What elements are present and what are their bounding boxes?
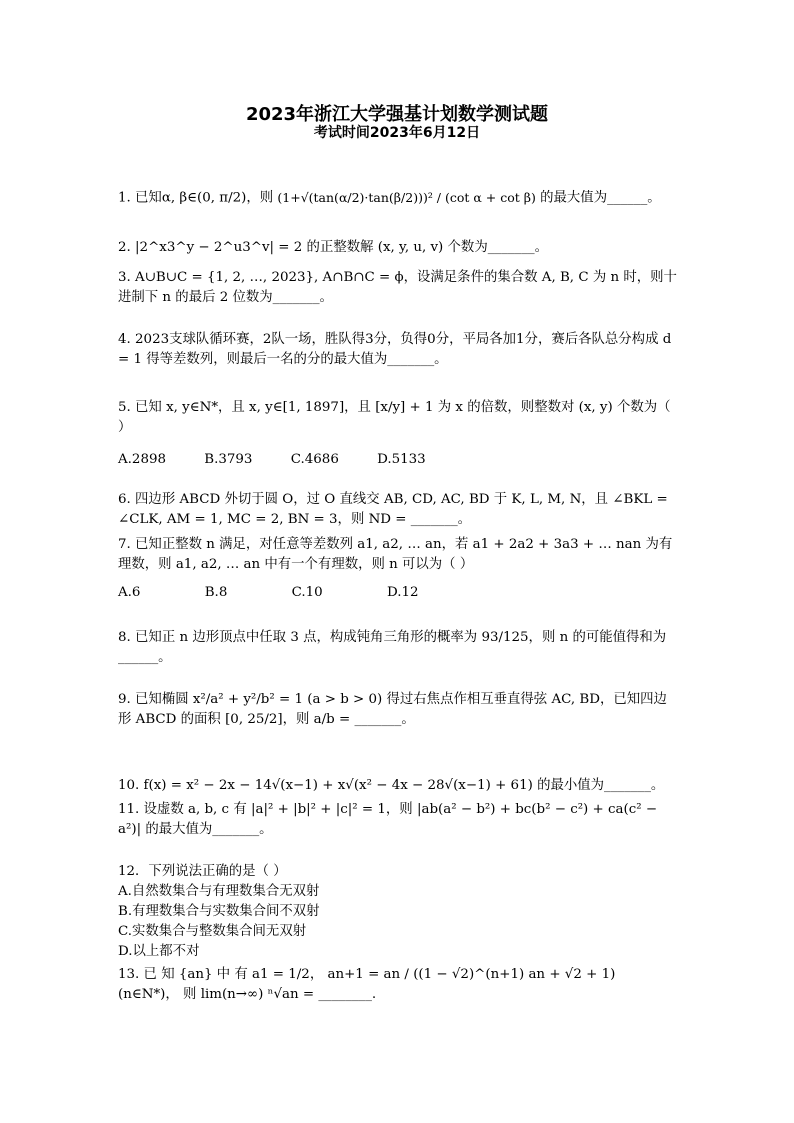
question-6: 6. 四边形 ABCD 外切于圆 O，过 O 直线交 AB, CD, AC, BD 于 K, L, M, N，且 ∠BKL = ∠CLK, AM = 1, MC = 2, BN = 3，则 ND = _______。 [118, 492, 668, 527]
q7-options [118, 583, 678, 603]
question-9: 9. 已知椭圆 x²/a² + y²/b² = 1 (a > b > 0) 得过右焦点作相互垂直得弦 AC, BD，已知四边形 ABCD 的面积 [0, 25/2]，则 a/b = _______。 [118, 692, 667, 727]
page-title: 2023年浙江大学强基计划数学测试题 [245, 104, 549, 125]
q7-text: 7. 已知正整数 n 满足，对任意等差数列 a1, a2, … an，若 a1 + 2a2 + 3a3 + … nan 为有理数，则 a1, a2, … an 中有一个有理数，则 n 可以为（ ） [118, 537, 673, 572]
q12-option-b: B.有理数集合与实数集合间不双射 [118, 904, 320, 919]
q7-option-b: B.8 [204, 585, 228, 600]
q5-options [118, 450, 678, 470]
q5-option-c: C.4686 [290, 452, 339, 467]
question-13: 13. 已 知 {an} 中 有 a1 = 1/2， an+1 = an / ((1 − √2)^(n+1) an + √2 + 1) (n∈N*)， 则 lim(n→∞) ⁿ√an = ________. [118, 967, 616, 1002]
q7-option-d: D.12 [386, 585, 419, 600]
q5-text: 5. 已知 x, y∈N*，且 x, y∈[1, 1897]，且 [x/y] + 1 为 x 的倍数，则整数对 (x, y) 个数为（ ） [118, 400, 671, 435]
question-1 [118, 188, 678, 209]
question-7 [118, 535, 678, 603]
question-5 [118, 398, 678, 470]
q12-option-c: C.实数集合与整数集合间无双射 [118, 924, 307, 939]
q1-expression: (1+√(tan(α/2)·tan(β/2)))² / (cot α + cot β) [277, 190, 536, 205]
question-2: 2. |2^x3^y − 2^u3^v| = 2 的正整数解 (x, y, u, v) 个数为_______。 [118, 240, 548, 255]
q7-option-c: C.10 [291, 585, 323, 600]
q5-option-b: B.3793 [204, 452, 253, 467]
question-10: 10. f(x) = x² − 2x − 14√(x−1) + x√(x² − 4x − 28√(x−1) + 61) 的最小值为_______。 [118, 778, 665, 793]
question-12 [118, 862, 678, 962]
q12-option-a: A.自然数集合与有理数集合无双射 [118, 884, 320, 899]
q5-option-a: A.2898 [118, 452, 167, 467]
q12-text: 12．下列说法正确的是（ ） [118, 864, 287, 879]
page-subtitle: 考试时间2023年6月12日 [313, 125, 481, 141]
q1-pre: 1. 已知α, β∈(0, π/2)，则 [118, 190, 274, 206]
question-4: 4. 2023支球队循环赛，2队一场，胜队得3分，负得0分，平局各加1分，赛后各队总分构成 d = 1 得等差数列，则最后一名的分的最大值为_______。 [118, 332, 672, 367]
q7-option-a: A.6 [118, 585, 141, 600]
question-11: 11. 设虚数 a, b, c 有 |a|² + |b|² + |c|² = 1，则 |ab(a² − b²) + bc(b² − c²) + ca(c² − a²)| 的最大值为_______。 [118, 802, 658, 837]
question-3: 3. A∪B∪C = {1, 2, …, 2023}, A∩B∩C = ϕ，设满足条件的集合数 A, B, C 为 n 时，则十进制下 n 的最后 2 位数为_______。 [118, 270, 677, 305]
q1-post: 的最大值为______。 [540, 190, 661, 206]
q5-option-d: D.5133 [377, 452, 426, 467]
q12-option-d: D.以上都不对 [118, 944, 200, 959]
question-8: 8. 已知正 n 边形顶点中任取 3 点，构成钝角三角形的概率为 93/125，则 n 的可能值得和为 ______。 [118, 630, 667, 665]
